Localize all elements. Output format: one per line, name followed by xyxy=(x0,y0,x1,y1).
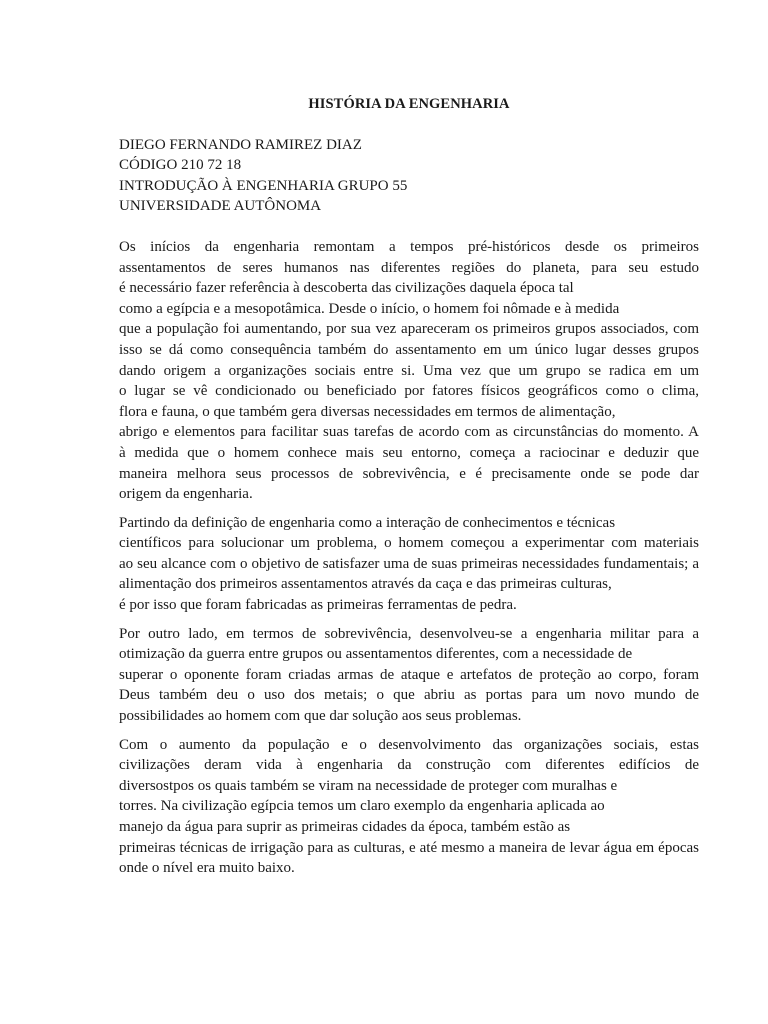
paragraph-line: Os inícios da engenharia remontam a tempos pré-históricos desde os primeiros xyxy=(119,238,699,255)
paragraph-line: é necessário fazer referência à descoberta das civilizações daquela época tal xyxy=(119,280,574,297)
paragraph-line: primeiras técnicas de irrigação para as culturas, e até mesmo a maneira de levar água em épocas xyxy=(119,839,699,856)
paragraph-line: o lugar se vê condicionado ou beneficiado por fatores físicos geográficos como o clima, xyxy=(119,383,699,400)
paragraph-line: diversostpos os quais também se viram na necessidade de proteger com muralhas e xyxy=(119,777,618,794)
paragraph-line: Por outro lado, em termos de sobrevivência, desenvolveu-se a engenharia militar para a xyxy=(119,625,699,642)
paragraph-line: é por isso que foram fabricadas as primeiras ferramentas de pedra. xyxy=(119,597,517,614)
paragraph-line: onde o nível era muito baixo. xyxy=(119,860,295,877)
university-name: UNIVERSIDADE AUTÔNOMA xyxy=(119,198,322,215)
paragraph-line: abrigo e elementos para facilitar suas tarefas de acordo com as circunstâncias do momento. A xyxy=(119,424,699,441)
paragraph-line: que a população foi aumentando, por sua vez apareceram os primeiros grupos associados, com xyxy=(119,321,699,338)
paragraph-line: assentamentos de seres humanos nas diferentes regiões do planeta, para seu estudo xyxy=(119,259,699,276)
paragraph-line: isso se dá como consequência também do assentamento em um único lugar desses grupos xyxy=(119,341,699,358)
paragraph-line: flora e fauna, o que também gera diversas necessidades em termos de alimentação, xyxy=(119,403,616,420)
paragraph-line: Deus também deu o uso dos metais; o que abriu as portas para um novo mundo de xyxy=(119,687,699,704)
paragraph-line: possibilidades ao homem com que dar solução aos seus problemas. xyxy=(119,708,522,725)
paragraph-line: otimização da guerra entre grupos ou assentamentos diferentes, com a necessidade de xyxy=(119,646,633,663)
paragraph-line: origem da engenharia. xyxy=(119,486,253,503)
document-page xyxy=(119,94,699,887)
paragraph-line: torres. Na civilização egípcia temos um claro exemplo da engenharia aplicada ao xyxy=(119,798,605,815)
paragraph xyxy=(119,513,699,616)
body-text xyxy=(119,237,699,879)
paragraph-line: como a egípcia e a mesopotâmica. Desde o início, o homem foi nômade e à medida xyxy=(119,300,620,317)
paragraph-line: civilizações deram vida à engenharia da construção com diferentes edifícios de xyxy=(119,757,699,774)
paragraph-line: à medida que o homem conhece mais seu entorno, começa a raciocinar e deduzir que xyxy=(119,444,699,461)
paragraph-line: Partindo da definição de engenharia como a interação de conhecimentos e técnicas xyxy=(119,514,616,531)
paragraph xyxy=(119,237,699,505)
paragraph-line: superar o oponente foram criadas armas de ataque e artefatos de proteção ao corpo, foram xyxy=(119,666,699,683)
paragraph-line: maneira melhora seus processos de sobrevivência, e é precisamente onde se pode dar xyxy=(119,465,699,482)
author-info-block xyxy=(119,135,699,217)
author-name: DIEGO FERNANDO RAMIREZ DIAZ xyxy=(119,136,362,153)
document-title: HISTÓRIA DA ENGENHARIA xyxy=(308,96,510,112)
student-code: CÓDIGO 210 72 18 xyxy=(119,157,242,174)
course-group: INTRODUÇÃO À ENGENHARIA GRUPO 55 xyxy=(119,177,408,194)
paragraph-line: manejo da água para suprir as primeiras cidades da época, também estão as xyxy=(119,819,571,835)
paragraph-line: Com o aumento da população e o desenvolvimento das organizações sociais, estas xyxy=(119,736,699,753)
paragraph-line: dando origem a organizações sociais entre si. Uma vez que um grupo se radica em um xyxy=(119,362,699,379)
paragraph xyxy=(119,735,699,879)
paragraph-line: científicos para solucionar um problema, o homem começou a experimentar com materiais xyxy=(119,535,699,552)
paragraph xyxy=(119,624,699,727)
paragraph-line: ao seu alcance com o objetivo de satisfazer uma de suas primeiras necessidades fundamentais; a xyxy=(119,555,699,572)
paragraph-line: alimentação dos primeiros assentamentos através da caça e das primeiras culturas, xyxy=(119,576,612,593)
